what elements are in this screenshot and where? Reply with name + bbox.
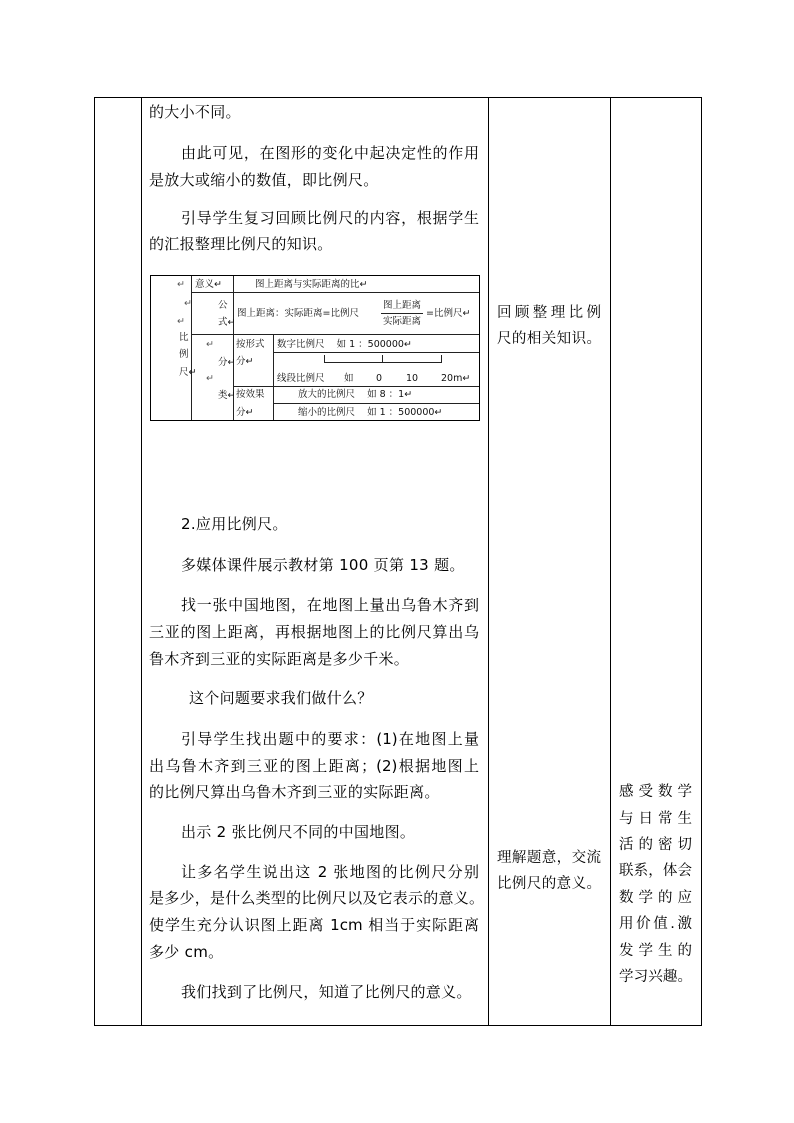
ruler-tick (441, 355, 442, 363)
table-grid-line (191, 334, 479, 335)
table-grid-line (273, 352, 479, 353)
design-intent-line: 感受数学 (619, 784, 692, 800)
column-divider-3 (610, 97, 611, 1026)
lesson-text-line: 是放大或缩小的数值，即比例尺。 (149, 171, 379, 189)
paragraph-mark: ↵ (184, 298, 192, 309)
formula-denominator: 实际距离 (383, 316, 422, 327)
design-intent-line: 用价值.激 (619, 916, 692, 932)
lesson-text-line: 由此可见，在图形的变化中起决定性的作用 (181, 144, 479, 162)
lesson-text-line: 2.应用比例尺。 (181, 515, 288, 533)
activity-note-line: 比例尺的意义。 (497, 876, 601, 892)
ruler-baseline (324, 362, 442, 363)
paragraph-mark: ↵ (177, 316, 185, 327)
lesson-text-line: 出乌鲁木齐到三亚的图上距离；(2)根据地图上 (149, 757, 479, 775)
meaning-label: 意义↵ (195, 279, 222, 290)
lesson-text-line: 出示 2 张比例尺不同的中国地图。 (181, 823, 416, 841)
activity-note-line: 回顾整理比例 (497, 305, 601, 321)
table-grid-line (273, 335, 274, 420)
formula-equals: =比例尺↵ (426, 308, 471, 319)
formula-numerator: 图上距离 (383, 300, 422, 311)
by-effect-label: 按效果 (236, 389, 265, 400)
line-scale-name: 线段比例尺 (277, 373, 325, 384)
classification-label-part: 分↵ (218, 357, 236, 368)
lesson-text-line: 的比例尺算出乌鲁木齐到三亚的实际距离。 (149, 783, 440, 801)
enlarge-scale-example: 放大的比例尺 如 8 ：1↵ (298, 389, 413, 400)
fraction-bar (381, 313, 423, 314)
design-intent-line: 数学的应 (619, 890, 692, 906)
table-left-border (94, 97, 95, 1026)
side-label-char: 尺↵ (179, 367, 197, 378)
paragraph-mark: ↵ (177, 279, 185, 290)
side-label-char: 比 (179, 332, 189, 343)
lesson-text-line: 引导学生复习回顾比例尺的内容，根据学生 (181, 209, 479, 227)
reduce-scale-example: 缩小的比例尺 如 1 ：500000↵ (298, 407, 443, 418)
scale-knowledge-table (150, 275, 480, 421)
table-grid-line (191, 292, 479, 293)
line-scale-tick-label: 0 (376, 373, 383, 384)
lesson-text-line: 使学生充分认识图上距离 1cm 相当于实际距离 (149, 916, 479, 934)
formula-text: 图上距离：实际距离=比例尺 (237, 308, 359, 319)
lesson-text-line: 的汇报整理比例尺的知识。 (149, 235, 333, 253)
column-divider-1 (141, 97, 142, 1026)
lesson-text-line: 这个问题要求我们做什么？ (189, 689, 373, 707)
by-form-label: 按形式 (236, 339, 265, 350)
design-intent-line: 学习兴趣。 (619, 969, 692, 985)
ruler-tick (382, 355, 383, 363)
by-form-label: 分↵ (236, 356, 254, 367)
ruler-tick (324, 355, 325, 363)
design-intent-line: 联系，体会 (619, 863, 692, 879)
table-grid-line (233, 386, 479, 387)
lesson-text-line: 是多少，是什么类型的比例尺以及它表示的意义。 (149, 889, 484, 907)
design-intent-line: 发学生的 (619, 943, 692, 959)
formula-label-char: 式↵ (218, 317, 236, 328)
activity-note-line: 理解题意，交流 (497, 850, 601, 866)
classification-label-part: ↵ (206, 339, 214, 350)
lesson-text-line: 鲁木齐到三亚的实际距离是多少千米。 (149, 650, 410, 668)
lesson-text-line: 引导学生找出题中的要求：(1)在地图上量 (181, 730, 479, 748)
side-label-char: 例 (179, 349, 189, 360)
lesson-text-line: 多媒体课件展示教材第 100 页第 13 题。 (181, 556, 465, 574)
design-intent-line: 与日常生 (619, 811, 692, 827)
lesson-text-line: 找一张中国地图，在地图上量出乌鲁木齐到 (181, 596, 479, 614)
lesson-text-line: 我们找到了比例尺，知道了比例尺的意义。 (181, 983, 472, 1001)
lesson-text-line: 的大小不同。 (149, 103, 241, 121)
activity-note-line: 尺的相关知识。 (497, 331, 601, 347)
line-scale-tick-label: 10 (406, 373, 419, 384)
meaning-value: 图上距离与实际距离的比↵ (255, 279, 368, 290)
line-scale-tick-label: 20m↵ (441, 373, 471, 384)
design-intent-line: 活的密切 (619, 837, 692, 853)
classification-label-part: ↵ (206, 373, 214, 384)
formula-label-char: 公 (218, 300, 228, 311)
lesson-text-line: 让多名学生说出这 2 张地图的比例尺分别 (181, 863, 479, 881)
by-effect-label: 分↵ (236, 407, 254, 418)
numeric-scale-example: 数字比例尺 如 1 ：500000↵ (277, 339, 412, 350)
column-divider-2 (488, 97, 489, 1026)
lesson-text-line: 多少 cm。 (149, 943, 224, 961)
lesson-text-line: 三亚的图上距离，再根据地图上的比例尺算出乌 (149, 623, 479, 641)
table-grid-line (273, 403, 479, 404)
table-right-border (701, 97, 702, 1026)
classification-label-part: 类↵ (218, 390, 236, 401)
line-scale-as: 如 (344, 373, 354, 384)
